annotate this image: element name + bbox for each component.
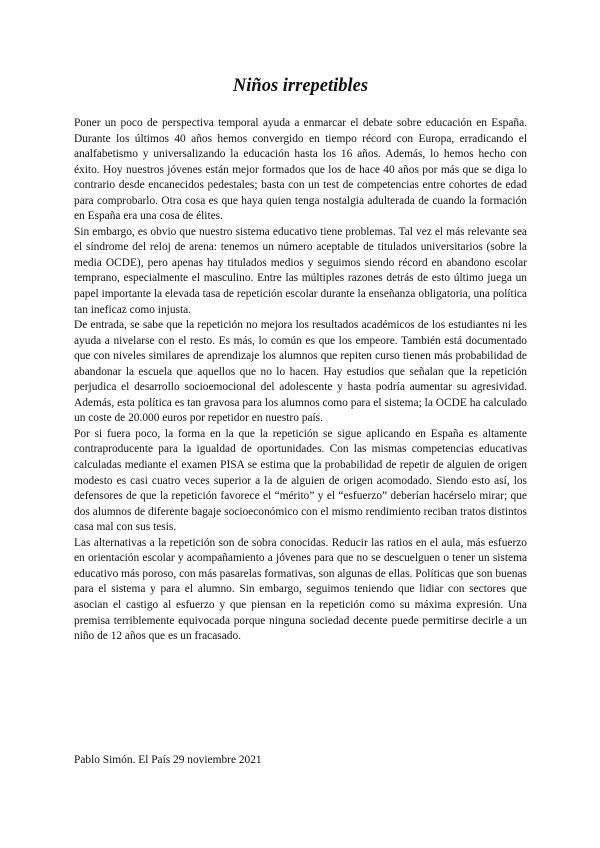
paragraph-5: Las alternativas a la repetición son de sobra conocidas. Reducir las ratios en el aula, más esfuerzo en orientación escolar y acompañamiento a jóvenes para que no se descuelguen o tener un sistema educativo más poroso, con más pasarelas formativas, son algunas de ellas. Políticas que son buenas para el sistema y para el alumno. Sin embargo, seguimos teniendo que lidiar con sectores que asocian el castigo al esfuerzo y que piensan en la repetición como su máxima expresión. Una premisa terriblemente equivocada porque ninguna sociedad decente puede permitirse decirle a un niño de 12 años que es un fracasado. — [74, 536, 527, 643]
paragraph-4: Por si fuera poco, la forma en la que la repetición se sigue aplicando en España es altamente contraproducente para la igualdad de oportunidades. Con las mismas competencias educativas calculadas mediante el examen PISA se estima que la probabilidad de repetir de alguien de origen modesto es casi cuatro veces superior a la de alguien de origen acomodado. Siendo esto así, los defensores de que la repetición favorece el “mérito” y el “esfuerzo” deberían hacérselo mirar; que dos alumnos de diferente bagaje socioeconómico con el mismo rendimiento reciban tratos distintos casa mal con sus tesis. — [74, 427, 527, 534]
article-body — [74, 116, 527, 645]
author-signature: Pablo Simón. El País 29 noviembre 2021 — [74, 754, 262, 766]
paragraph-3: De entrada, se sabe que la repetición no mejora los resultados académicos de los estudiantes ni les ayuda a nivelarse con el resto. Es más, lo común es que los empeore. También está documentado que con niveles similares de aprendizaje los alumnos que repiten curso tienen más probabilidad de abandonar la escuela que aquellos que no lo hacen. Hay estudios que señalan que la repetición perjudica el desarrollo socioemocional del adolescente y hasta podría aumentar su agresividad. Además, esta política es tan gravosa para los alumnos como para el sistema; la OCDE ha calculado un coste de 20.000 euros por repetidor en nuestro país. — [74, 319, 527, 425]
article-title: Niños irrepetibles — [232, 76, 369, 96]
paragraph-1: Poner un poco de perspectiva temporal ayuda a enmarcar el debate sobre educación en España. Durante los últimos 40 años hemos convergido en tiempo récord con Europa, erradicando el analfabetismo y universalizando la educación hasta los 16 años. Además, lo hemos hecho con éxito. Hoy nuestros jóvenes están mejor formados que los de hace 40 años por más que se diga lo contrario desde encanecidos pedestales; basta con un test de competencias entre cohortes de edad para comprobarlo. Otra cosa es que haya quien tenga nostalgia adulterada de cuando la formación en España era una cosa de élites. — [74, 117, 527, 223]
paragraph-2: Sin embargo, es obvio que nuestro sistema educativo tiene problemas. Tal vez el más relevante sea el síndrome del reloj de arena: tenemos un número aceptable de titulados universitarios (sobre la media OCDE), pero apenas hay titulados medios y seguimos siendo récord en abandono escolar temprano, especialmente el masculino. Entre las múltiples razones detrás de esto último juega un papel importante la elevada tasa de repetición escolar durante la enseñanza obligatoria, una política tan ineficaz como injusta. — [74, 225, 527, 316]
article — [74, 74, 527, 645]
